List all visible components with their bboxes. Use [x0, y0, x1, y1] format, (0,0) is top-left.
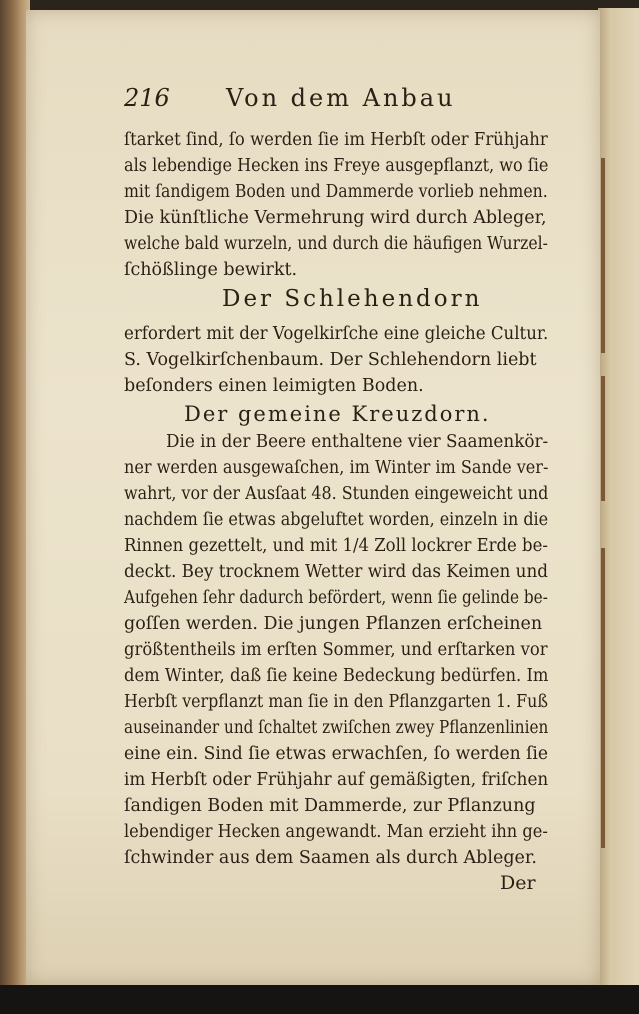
text-line: welche bald wurzeln, und durch die häufigen Wurzel-: [124, 234, 548, 254]
text-line: Aufgehen ſehr dadurch befördert, wenn ſie gelinde be-: [124, 588, 548, 608]
margin-rule: [601, 548, 605, 848]
scan-bottom-band: [0, 985, 639, 1014]
text-line: größtentheils im erſten Sommer, und erſtarken vor: [124, 640, 548, 660]
text-line: wahrt, vor der Ausſaat 48. Stunden eingeweicht und: [124, 484, 549, 504]
text-line: Herbſt verpflanzt man ſie in den Pflanzgarten 1. Fuß: [124, 692, 548, 712]
text-line: eine ein. Sind ſie etwas erwachſen, ſo werden ſie: [124, 744, 549, 764]
text-line: mit ſandigem Boden und Dammerde vorlieb nehmen.: [124, 182, 548, 202]
catchword: Der: [500, 872, 536, 894]
text-line: ner werden ausgewaſchen, im Winter im Sande ver-: [124, 458, 549, 478]
margin-rule: [601, 158, 605, 353]
text-line: als lebendige Hecken ins Freye ausgepflanzt, wo ſie: [124, 156, 549, 176]
text-line: lebendiger Hecken angewandt. Man erzieht ihn ge-: [124, 822, 548, 842]
section-heading: Der gemeine Kreuzdorn.: [184, 402, 491, 426]
text-line: Rinnen gezettelt, und mit 1/4 Zoll lockrer Erde be-: [124, 536, 548, 556]
text-line: deckt. Bey trocknem Wetter wird das Keimen und: [124, 562, 549, 582]
page-number: 216: [124, 84, 170, 112]
text-line: ſtarket ſind, ſo werden ſie im Herbſt oder Frühjahr: [124, 130, 548, 150]
text-line: goſſen werden. Die jungen Pflanzen erſcheinen: [124, 614, 543, 634]
facing-page-edge: [598, 8, 639, 993]
text-line: Die künſtliche Vermehrung wird durch Ableger,: [124, 208, 547, 228]
section-heading: Der Schlehendorn: [222, 286, 483, 312]
text-line: im Herbſt oder Frühjahr auf gemäßigten, friſchen: [124, 770, 549, 790]
text-line: nachdem ſie etwas abgeluftet worden, einzeln in die: [124, 510, 549, 530]
text-line: dem Winter, daß ſie keine Bedeckung bedürfen. Im: [124, 666, 549, 686]
text-line: beſonders einen leimigten Boden.: [124, 376, 424, 396]
text-line: S. Vogelkirſchenbaum. Der Schlehendorn liebt: [124, 350, 537, 370]
text-line: ſchwinder aus dem Saamen als durch Ableger.: [124, 848, 537, 868]
margin-rule: [601, 376, 605, 501]
text-line: erfordert mit der Vogelkirſche eine gleiche Cultur.: [124, 324, 549, 344]
text-line: ſandigen Boden mit Dammerde, zur Pflanzung: [124, 796, 536, 816]
text-line: auseinander und ſchaltet zwiſchen zwey Pflanzenlinien: [124, 718, 549, 738]
text-line: ſchößlinge bewirkt.: [124, 260, 298, 280]
running-header: Von dem Anbau: [226, 84, 456, 112]
text-line: Die in der Beere enthaltene vier Saamenkör-: [166, 432, 549, 452]
